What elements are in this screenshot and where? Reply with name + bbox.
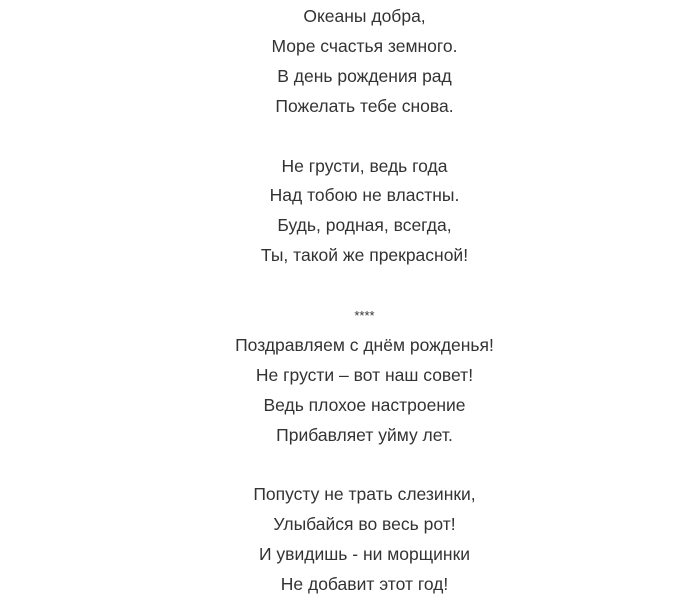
poem-line: Улыбайся во весь рот!: [273, 514, 456, 535]
poem-text: [0, 2, 689, 600]
poem-line: Пожелать тебе снова.: [275, 95, 454, 116]
poem-line: Не добавит этот год!: [280, 574, 449, 595]
poem-line: Прибавляет уйму лет.: [276, 424, 453, 445]
section-separator: ****: [354, 308, 375, 324]
stanza-1: [0, 2, 689, 122]
stanza-4: [0, 480, 689, 600]
poem-line: Поздравляем с днём рожденья!: [235, 334, 494, 355]
poem-line: Ты, такой же прекрасной!: [260, 245, 469, 266]
poem-line: В день рождения рад: [277, 65, 452, 86]
poem-line: Океаны добра,: [303, 6, 426, 26]
stanza-2: [0, 152, 689, 272]
poem-line: Ведь плохое настроение: [263, 394, 466, 415]
poem-line: Не грусти, ведь года: [281, 155, 448, 176]
poem-line: И увидишь - ни морщинки: [258, 544, 471, 565]
stanza-gap: [0, 271, 689, 301]
poem-line: Попусту не трать слезинки,: [253, 484, 476, 505]
poem-line: Море счастья земного.: [271, 35, 458, 56]
stanza-gap: [0, 122, 689, 152]
poem-line: Будь, родная, всегда,: [277, 215, 452, 236]
poem-line: Над тобою не властны.: [269, 185, 460, 206]
stanza-3: [0, 331, 689, 451]
stanza-gap: [0, 451, 689, 481]
poem-line: Не грусти – вот наш совет!: [255, 364, 474, 385]
